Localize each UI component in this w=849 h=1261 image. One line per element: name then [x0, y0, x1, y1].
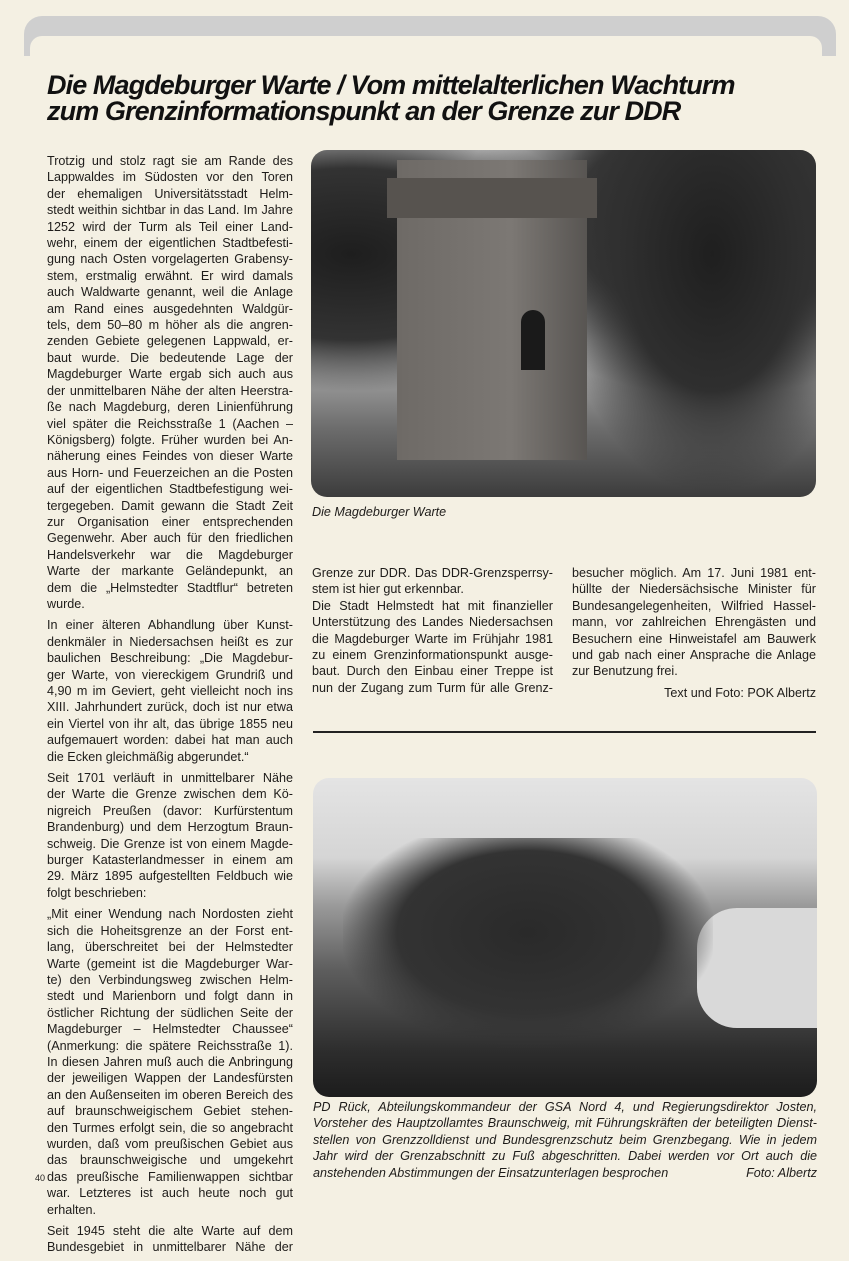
text-line: denkmäler in Niedersachsen heißt es zur — [47, 634, 293, 649]
text-line: Besuchern eine Hinweistafel am Bauwerk — [572, 631, 816, 646]
paragraph — [312, 598, 553, 696]
text-line: wurden, daß vom preußischen Gebiet aus — [47, 1136, 293, 1151]
text-line: an den Außenseiten im oberen Bereich des — [47, 1087, 293, 1102]
text-line: Warte der markante Geländepunkt, an — [47, 564, 293, 579]
text-line: 29. März 1895 aufgestellten Feldbuch wie — [47, 869, 293, 884]
title-line-2: zum Grenzinformationspunkt an der Grenze zur DDR — [47, 96, 681, 126]
text-line: stem, erstmalig erwähnt. Er wird damals — [47, 268, 293, 283]
text-line: 1252 wird der Turm als Teil einer Land- — [47, 219, 293, 234]
text-line: XIII. Jahrhundert zurück, doch ist nur etwa — [47, 700, 293, 715]
text-line: ße nach Magdeburg, deren Linienführung — [47, 400, 293, 415]
photo-magdeburger-warte — [311, 150, 816, 497]
text-line: Handelsverkehr war die Magdeburger — [47, 547, 293, 562]
text-line: Brandenburg) und dem Herzogtum Braun- — [47, 820, 293, 835]
photo-tower-window — [521, 310, 545, 370]
text-line: zenden Gebiete gelegenen Lappwald, er- — [47, 334, 293, 349]
text-line: Königsberg) folgte. Früher wurden bei An- — [47, 432, 293, 447]
text-line: Trotzig und stolz ragt sie am Rande des — [47, 154, 293, 168]
paragraph — [47, 1223, 293, 1256]
photo-tower — [397, 160, 587, 460]
text-line: burger Katasterlandmesser in einem am — [47, 853, 293, 868]
text-column-middle — [312, 565, 553, 701]
caption-line: Vorsteher des Hauptzollamtes Braunschweig, mit Führungskräften der beteiligten Dienst- — [313, 1116, 817, 1131]
text-line: mann, vor zahlreichen Ehrengästen und — [572, 615, 816, 630]
text-line: te) den Verbindungsweg zwischen Helm- — [47, 972, 293, 987]
text-line: sich die Hoheitsgrenze an der Forst ent- — [47, 923, 293, 938]
caption-line: Jahr wird der Grenzabschnitt zu Fuß abgeschritten. Dabei werden vor Ort auch die — [313, 1149, 817, 1164]
text-line: Bundesgebiet in unmittelbarer Nähe der — [47, 1240, 293, 1255]
photo-border-officials — [313, 778, 817, 1097]
photo-group-of-officers — [343, 838, 713, 1048]
text-line: aus Horn- und Feuerzeichen an die Posten — [47, 465, 293, 480]
text-line: baut wurde. Die bedeutende Lage der — [47, 350, 293, 365]
paragraph — [47, 153, 293, 612]
text-column-right — [572, 565, 816, 701]
text-line: schweig. Die Grenze ist von einem Magde- — [47, 836, 293, 851]
caption-line: anstehenden Abstimmungen der Einsatzunterlagen besprochen — [313, 1165, 669, 1180]
text-line: ger Warte, von viereckigem Grundriß und — [47, 667, 293, 682]
text-line: Magdeburger – Helmstedter Chaussee“ — [47, 1022, 293, 1037]
text-line: Bundesangelegenheiten, Wilfried Hassel- — [572, 598, 816, 613]
text-line: wehr, einem der eigentlichen Stadtbefesti- — [47, 236, 293, 251]
text-line: nun der Zugang zum Turm für alle Grenz- — [312, 680, 553, 695]
text-line: lang, überschreitet bei der Helmstedter — [47, 940, 293, 955]
text-line: stem ist hier gut erkennbar. — [312, 582, 464, 597]
text-line: folgt beschrieben: — [47, 885, 147, 900]
text-line: ein Viertel von ihr alt, das übrige 1855 neu — [47, 716, 293, 731]
photo-tower-cap — [387, 178, 597, 218]
text-line: der jeweiligen Wappen der Landesfürsten — [47, 1071, 293, 1086]
paragraph — [47, 770, 293, 901]
text-line: die Ecken gleichmäßig abgerundet.“ — [47, 749, 249, 764]
text-line: der unmittelbaren Nähe der alten Heerstra- — [47, 383, 293, 398]
text-line: stedt und Marienborn und folgt dann in — [47, 989, 293, 1004]
text-line: gung nach Osten vorgelagerten Grabensy- — [47, 252, 293, 267]
paragraph — [312, 565, 553, 598]
text-line: erhalten. — [47, 1202, 97, 1217]
text-line: tergegeben. Damit gewann die Stadt Zeit — [47, 498, 293, 513]
text-line: Seit 1701 verläuft in unmittelbarer Nähe — [47, 771, 293, 786]
text-line: auch Waldwarte genannt, weil die Anlage — [47, 285, 293, 300]
photo-water — [697, 908, 817, 1028]
text-line: Warte (gemeint ist die Magdeburger War- — [47, 956, 293, 971]
text-line: Magdeburger Warte ergab sich auch aus — [47, 367, 293, 382]
paragraph — [572, 565, 816, 680]
text-line: Lappwaldes im Südosten vor den Toren — [47, 170, 293, 185]
text-line: besucher möglich. Am 17. Juni 1981 ent- — [572, 566, 816, 580]
text-line: hüllte der Niedersächsische Minister für — [572, 582, 816, 597]
text-line: den Turmes erfolgt sein, die so angebracht — [47, 1120, 293, 1135]
text-line: zu einem Grenzinformationspunkt ausge- — [312, 648, 553, 663]
text-line: der ehemaligen Universitätsstadt Helm- — [47, 186, 293, 201]
text-line: auf braunschweigischem Gebiet stehen- — [47, 1104, 293, 1119]
text-line: dem die „Helmstedter Stadtflur“ betreten — [47, 580, 293, 595]
text-line: zur Benutzung frei. — [572, 664, 678, 679]
text-line: Unterstützung des Landes Niedersachsen — [312, 615, 553, 630]
photo-caption-officials — [313, 1099, 817, 1181]
text-line: das preußische Familienwappen sichtbar — [47, 1169, 293, 1184]
page-number: 40 — [35, 1173, 46, 1183]
text-line: näherung eines Feindes von dieser Warte — [47, 449, 293, 464]
paragraph — [47, 617, 293, 765]
photo-credit: Foto: Albertz — [746, 1165, 817, 1180]
text-line: tels, dem 50–80 m höher als die angren- — [47, 318, 293, 333]
photo-caption-warte: Die Magdeburger Warte — [312, 505, 447, 519]
text-line: zur Organisation einer entsprechenden — [47, 514, 293, 529]
text-line: und gab nach einer Ansprache die Anlage — [572, 648, 816, 663]
text-line: am Rand eines ausgedehnten Waldgür- — [47, 301, 293, 316]
paragraph — [47, 906, 293, 1218]
text-line: nigreich Preußen (davor: Kurfürstentum — [47, 803, 293, 818]
section-divider — [313, 731, 816, 733]
text-line: das braunschweigische und umgekehrt — [47, 1153, 293, 1168]
text-line: Gegenwehr. Aber auch für den friedlichen — [47, 531, 293, 546]
text-line: Seit 1945 steht die alte Warte auf dem — [47, 1224, 293, 1238]
text-line: Grenze zur DDR. Das DDR-Grenzsperrsy- — [312, 566, 553, 580]
text-line: Die Stadt Helmstedt hat mit finanzieller — [312, 598, 553, 613]
text-line: war. Letzteres ist auch heute noch gut — [47, 1186, 293, 1201]
text-column-left — [47, 153, 293, 1261]
text-line: „Mit einer Wendung nach Nordosten zieht — [47, 907, 293, 922]
text-line: der Warte die Grenze zwischen dem Kö- — [47, 787, 293, 802]
text-line: stedt weithin sichtbar in das Land. Im Jahre — [47, 203, 293, 218]
text-line: die Magdeburger Warte im Frühjahr 1981 — [312, 631, 553, 646]
text-line: 4,90 m im Geviert, geht vielleicht noch ins — [47, 684, 293, 698]
text-line: (Anmerkung: die spätere Reichsstraße 1). — [47, 1038, 293, 1053]
article-credit: Text und Foto: POK Albertz — [664, 685, 816, 700]
caption-line: stellen von Grenzzolldienst und Bundesgrenzschutz beim Grenzbegang. Wie in jedem — [313, 1132, 817, 1147]
text-line: baulichen Beschreibung: „Die Magdebur- — [47, 651, 293, 666]
text-line: auf der eigentlichen Stadtbefestigung wei- — [47, 482, 293, 497]
article-title — [47, 72, 735, 124]
text-line: In einer älteren Abhandlung über Kunst- — [47, 618, 293, 633]
text-line: baut. Durch den Einbau einer Treppe ist — [312, 664, 553, 679]
text-line: östlicher Richtung der südlichen Seite der — [47, 1005, 293, 1020]
text-line: viel später die Reichsstraße 1 (Aachen – — [47, 416, 293, 431]
caption-line: PD Rück, Abteilungskommandeur der GSA Nord 4, und Regierungsdirektor Josten, — [313, 1100, 817, 1114]
text-line: wurde. — [47, 596, 85, 611]
title-line-1: Die Magdeburger Warte / Vom mittelalterlichen Wachturm — [47, 70, 735, 100]
text-line: aufgemauert worden: dabei hat man auch — [47, 733, 293, 748]
text-line: In diesen Jahren muß auch die Anbringung — [47, 1054, 293, 1069]
